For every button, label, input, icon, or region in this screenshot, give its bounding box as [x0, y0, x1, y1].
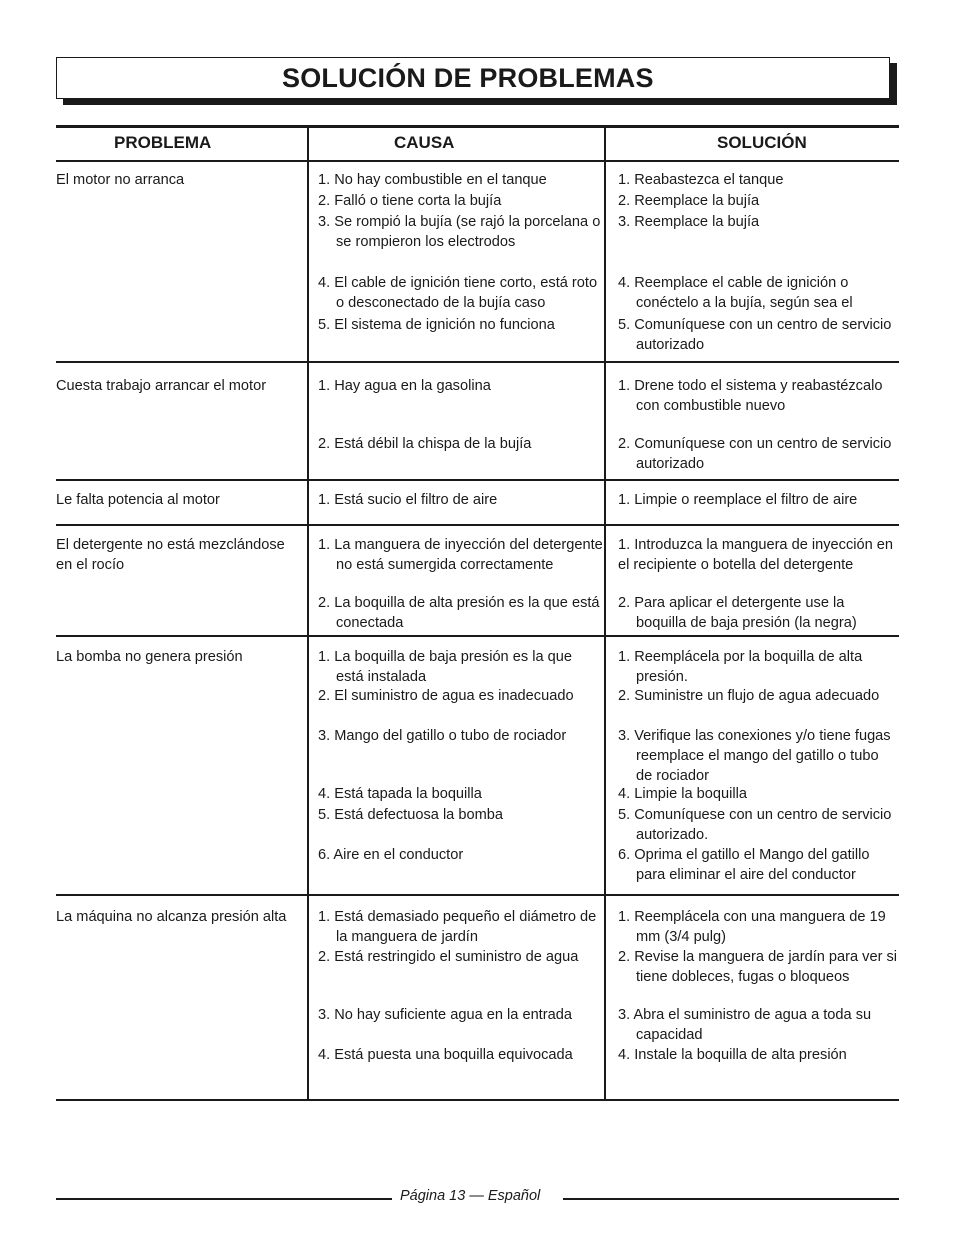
page-footer	[56, 1188, 899, 1208]
list-item: 2. Está débil la chispa de la bujía	[318, 436, 532, 452]
cause-cell	[318, 907, 603, 1097]
list-item: 4. Reemplace el cable de ignición o conéctelo a la bujía, según sea el	[618, 275, 853, 311]
column-divider	[604, 162, 606, 361]
page-number: Página 13 — Español	[400, 1188, 541, 1204]
list-item: 2. El suministro de agua es inadecuado	[318, 688, 574, 704]
list-item: 2. Revise la manguera de jardín para ver si tiene dobleces, fugas o bloqueos	[618, 949, 898, 985]
solution-cell	[618, 647, 898, 892]
problem-cell: El motor no arranca	[56, 172, 185, 188]
list-item: 1. Reabastezca el tanque	[618, 172, 784, 188]
problem-cell: El detergente no está mezclándose en el rocío	[56, 537, 285, 573]
troubleshooting-table	[56, 125, 899, 1101]
footer-rule	[563, 1198, 899, 1200]
list-item: 1. Limpie o reemplace el filtro de aire	[618, 492, 858, 508]
title-box	[56, 57, 890, 99]
table-row	[56, 896, 899, 1101]
cause-cell	[318, 376, 603, 476]
list-item: 4. Está tapada la boquilla	[318, 786, 482, 802]
list-item: 3. Reemplace la bujía	[618, 214, 760, 230]
list-item: 5. Comuníquese con un centro de servicio autorizado.	[618, 807, 892, 843]
page-title: SOLUCIÓN DE PROBLEMAS	[282, 63, 654, 93]
column-divider	[307, 363, 309, 479]
cause-cell	[318, 535, 603, 633]
solution-cell	[618, 907, 898, 1097]
table-row	[56, 162, 899, 363]
list-item: 4. Limpie la boquilla	[618, 786, 747, 802]
list-item: 3. Abra el suministro de agua a toda su capacidad	[618, 1007, 872, 1043]
column-divider	[604, 896, 606, 1099]
column-divider	[604, 481, 606, 524]
list-item: 4. El cable de ignición tiene corto, está roto o desconectado de la bujía caso	[318, 275, 598, 311]
cause-cell	[318, 647, 603, 892]
solution-cell	[618, 376, 898, 476]
column-divider	[307, 896, 309, 1099]
table-header	[56, 125, 899, 162]
list-item: 1. Hay agua en la gasolina	[318, 378, 491, 394]
column-divider	[604, 637, 606, 894]
list-item: 1. Introduzca la manguera de inyección en el recipiente o botella del detergente	[618, 537, 894, 573]
list-item: 3. No hay suficiente agua en la entrada	[318, 1007, 572, 1023]
table-row	[56, 637, 899, 896]
list-item: 1. Drene todo el sistema y reabastézcalo con combustible nuevo	[618, 378, 883, 414]
list-item: 5. Está defectuosa la bomba	[318, 807, 503, 823]
column-divider	[307, 162, 309, 361]
list-item: 2. Está restringido el suministro de agua	[318, 949, 579, 965]
list-item: 3. Se rompió la bujía (se rajó la porcelana o se rompieron los electrodos	[318, 214, 601, 250]
column-divider	[307, 128, 309, 160]
problem-cell: La bomba no genera presión	[56, 649, 243, 665]
list-item: 2. Para aplicar el detergente use la boquilla de baja presión (la negra)	[618, 595, 857, 631]
list-item: 4. Está puesta una boquilla equivocada	[318, 1047, 573, 1063]
cause-cell	[318, 170, 603, 360]
column-divider	[604, 526, 606, 635]
column-divider	[307, 526, 309, 635]
problem-cell: Le falta potencia al motor	[56, 492, 220, 508]
cause-cell	[318, 490, 603, 520]
list-item: 6. Aire en el conductor	[318, 847, 464, 863]
list-item: 5. El sistema de ignición no funciona	[318, 317, 555, 333]
list-item: 2. La boquilla de alta presión es la que está conectada	[318, 595, 600, 631]
list-item: 6. Oprima el gatillo el Mango del gatillo para eliminar el aire del conductor	[618, 847, 870, 883]
column-divider	[604, 128, 606, 160]
list-item: 1. Está sucio el filtro de aire	[318, 492, 498, 508]
list-item: 1. Está demasiado pequeño el diámetro de la manguera de jardín	[318, 909, 597, 945]
column-divider	[604, 363, 606, 479]
list-item: 4. Instale la boquilla de alta presión	[618, 1047, 847, 1063]
list-item: 5. Comuníquese con un centro de servicio autorizado	[618, 317, 892, 353]
column-divider	[307, 481, 309, 524]
header-problem: PROBLEMA	[114, 133, 212, 152]
problem-cell: La máquina no alcanza presión alta	[56, 909, 287, 925]
list-item: 3. Mango del gatillo o tubo de rociador	[318, 728, 567, 744]
list-item: 1. No hay combustible en el tanque	[318, 172, 547, 188]
list-item: 1. Reemplácela con una manguera de 19 mm (3/4 pulg)	[618, 909, 886, 945]
list-item: 1. Reemplácela por la boquilla de alta presión.	[618, 649, 863, 685]
list-item: 2. Comuníquese con un centro de servicio autorizado	[618, 436, 892, 472]
table-row	[56, 481, 899, 526]
solution-cell	[618, 170, 898, 360]
footer-rule	[56, 1198, 392, 1200]
header-cause: CAUSA	[394, 133, 455, 152]
list-item: 1. La manguera de inyección del detergente no está sumergida correctamente	[318, 537, 603, 573]
list-item: 2. Suministre un flujo de agua adecuado	[618, 688, 880, 704]
list-item: 1. La boquilla de baja presión es la que está instalada	[318, 649, 572, 685]
list-item: 2. Falló o tiene corta la bujía	[318, 193, 502, 209]
problem-cell: Cuesta trabajo arrancar el motor	[56, 378, 267, 394]
list-item: 3. Verifique las conexiones y/o tiene fugas reemplace el mango del gatillo o tubo de rociador	[618, 728, 891, 784]
column-divider	[307, 637, 309, 894]
header-solution: SOLUCIÓN	[717, 133, 807, 152]
table-row	[56, 363, 899, 481]
solution-cell	[618, 490, 898, 520]
table-row	[56, 526, 899, 637]
list-item: 2. Reemplace la bujía	[618, 193, 760, 209]
solution-cell	[618, 535, 898, 633]
